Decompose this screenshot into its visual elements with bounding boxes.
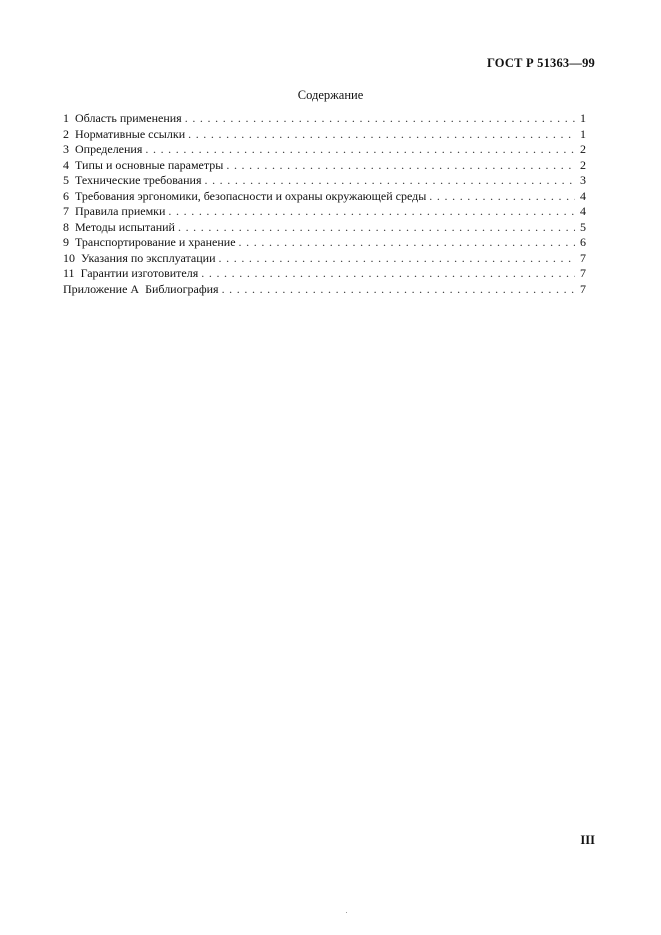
toc-entry-label [63, 173, 204, 189]
toc-entry-label [63, 266, 201, 282]
toc-entry-title: Правила приемки [75, 204, 166, 218]
toc-dot-leader [185, 111, 575, 127]
toc-entry-title: Методы испытаний [75, 219, 175, 234]
toc-dot-leader [226, 158, 575, 174]
toc-entry-page: 2 [580, 142, 586, 156]
toc-dot-leader [222, 282, 575, 298]
toc-entry-title: Требования эргономики, безопасности и охраны окружающей среды [75, 188, 427, 203]
toc-entry [63, 111, 586, 127]
toc-entry [63, 189, 586, 205]
toc-dot-leader [204, 173, 575, 189]
toc-entry [63, 235, 586, 251]
toc-entry-title: Типы и основные параметры [75, 157, 224, 172]
toc-entry [63, 204, 586, 220]
toc-entry [63, 173, 586, 189]
toc-entry-label [63, 251, 219, 267]
toc-dot-leader [188, 127, 575, 143]
toc-entry-number: 4 [63, 157, 69, 172]
table-of-contents [63, 111, 586, 297]
toc-entry-title: Определения [75, 142, 143, 156]
toc-entry-page: 4 [580, 188, 586, 203]
toc-entry-page: 7 [580, 250, 586, 265]
toc-entry [63, 220, 586, 236]
toc-entry-label [63, 127, 188, 143]
toc-entry [63, 251, 586, 267]
toc-entry-number: 3 [63, 142, 69, 156]
toc-entry-title: Библиография [145, 281, 219, 296]
toc-entry-number: 6 [63, 188, 69, 203]
toc-entry-number: 5 [63, 173, 69, 187]
page-number: III [580, 833, 595, 847]
toc-dot-leader [219, 251, 575, 267]
toc-entry-title: Гарантии изготовителя [80, 266, 199, 280]
toc-entry-appendix [63, 282, 586, 298]
toc-entry-number: 7 [63, 204, 69, 218]
toc-entry-number: Приложение А [63, 281, 140, 296]
toc-entry-page: 4 [580, 204, 586, 218]
toc-entry-title: Технические требования [75, 173, 202, 187]
toc-entry [63, 127, 586, 143]
toc-entry [63, 158, 586, 174]
toc-entry-title: Нормативные ссылки [75, 126, 186, 141]
toc-entry-title: Область применения [75, 111, 182, 125]
toc-entry-number: 2 [63, 126, 69, 141]
scan-artifact-dot [346, 912, 347, 913]
toc-entry [63, 142, 586, 158]
toc-entry-label [63, 235, 239, 251]
toc-entry-number: 9 [63, 235, 69, 249]
toc-entry-label [63, 189, 429, 205]
toc-entry-page: 7 [580, 281, 586, 296]
toc-dot-leader [239, 235, 575, 251]
toc-dot-leader [145, 142, 575, 158]
toc-entry-number: 10 [63, 250, 75, 265]
toc-entry [63, 266, 586, 282]
toc-entry-page: 5 [580, 219, 586, 234]
toc-entry-title: Транспортирование и хранение [75, 235, 236, 249]
toc-entry-number: 1 [63, 111, 69, 125]
toc-dot-leader [429, 189, 575, 205]
toc-entry-number: 8 [63, 219, 69, 234]
document-code: ГОСТ Р 51363—99 [486, 56, 595, 70]
toc-entry-page: 1 [580, 111, 586, 125]
toc-dot-leader [201, 266, 575, 282]
toc-entry-page: 2 [580, 157, 586, 172]
toc-entry-label [63, 282, 222, 298]
toc-entry-page: 1 [580, 126, 586, 141]
toc-entry-label [63, 220, 178, 236]
toc-dot-leader [178, 220, 575, 236]
toc-entry-page: 7 [580, 266, 586, 280]
toc-entry-label [63, 158, 226, 174]
toc-entry-title: Указания по эксплуатации [81, 250, 216, 265]
toc-dot-leader [168, 204, 575, 220]
toc-title: Содержание [297, 88, 364, 102]
toc-entry-label [63, 142, 145, 158]
toc-entry-label [63, 111, 185, 127]
toc-entry-label [63, 204, 168, 220]
toc-entry-number: 11 [63, 266, 75, 280]
toc-entry-page: 6 [580, 235, 586, 249]
toc-entry-page: 3 [580, 173, 586, 187]
